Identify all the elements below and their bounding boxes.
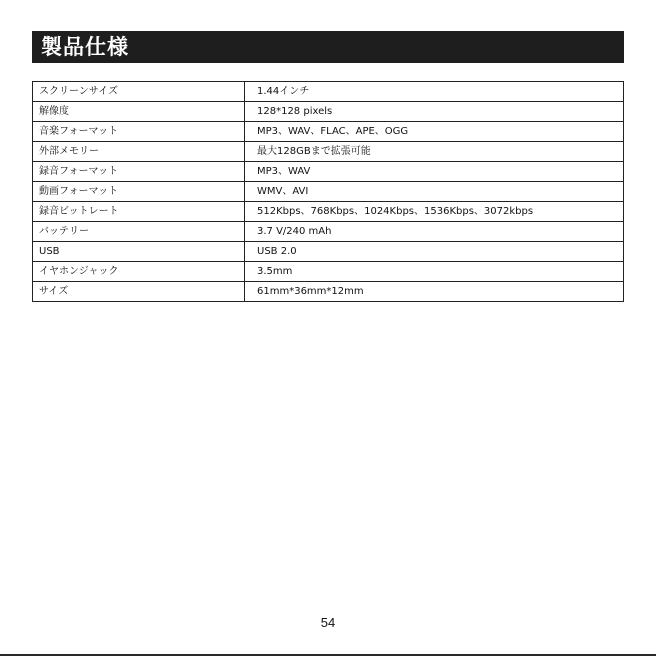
- spec-label: 録音ビットレート: [33, 202, 245, 222]
- table-row: [33, 282, 624, 302]
- table-row: [33, 102, 624, 122]
- table-row: [33, 202, 624, 222]
- table-row: [33, 162, 624, 182]
- table-row: [33, 262, 624, 282]
- spec-value: USB 2.0: [245, 242, 624, 262]
- table-row: [33, 242, 624, 262]
- spec-label: 動画フォーマット: [33, 182, 245, 202]
- spec-label: イヤホンジャック: [33, 262, 245, 282]
- section-title: 製品仕様: [41, 35, 129, 59]
- spec-value: 128*128 pixels: [245, 102, 624, 122]
- spec-label: 音楽フォーマット: [33, 122, 245, 142]
- table-row: [33, 122, 624, 142]
- page-number: 54: [320, 615, 336, 630]
- spec-value: 61mm*36mm*12mm: [245, 282, 624, 302]
- spec-label: スクリーンサイズ: [33, 82, 245, 102]
- spec-value: MP3、WAV、FLAC、APE、OGG: [245, 122, 624, 142]
- spec-value: MP3、WAV: [245, 162, 624, 182]
- spec-label: USB: [33, 242, 245, 262]
- spec-label: サイズ: [33, 282, 245, 302]
- spec-label: バッテリー: [33, 222, 245, 242]
- spec-label: 録音フォーマット: [33, 162, 245, 182]
- table-row: [33, 142, 624, 162]
- spec-table: [32, 81, 624, 302]
- spec-value: 3.5mm: [245, 262, 624, 282]
- spec-label: 解像度: [33, 102, 245, 122]
- table-row: [33, 182, 624, 202]
- spec-value: WMV、AVI: [245, 182, 624, 202]
- table-row: [33, 222, 624, 242]
- spec-label: 外部メモリー: [33, 142, 245, 162]
- table-row: [33, 82, 624, 102]
- spec-value: 512Kbps、768Kbps、1024Kbps、1536Kbps、3072kbps: [245, 202, 624, 222]
- spec-value: 最大128GBまで拡張可能: [245, 142, 624, 162]
- spec-value: 1.44インチ: [245, 82, 624, 102]
- spec-value: 3.7 V/240 mAh: [245, 222, 624, 242]
- section-header: [32, 31, 624, 63]
